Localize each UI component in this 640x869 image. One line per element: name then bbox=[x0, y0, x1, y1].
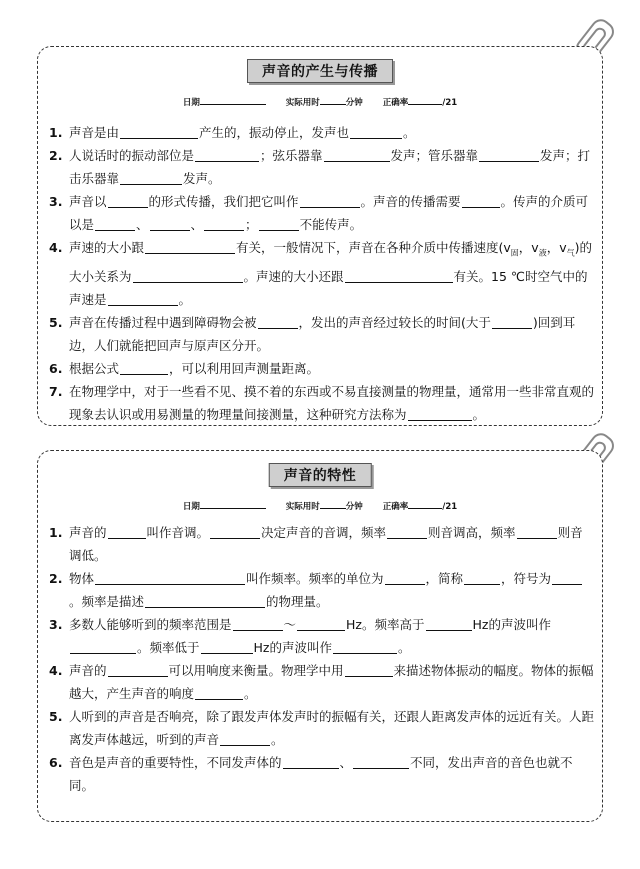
answer-blank[interactable] bbox=[258, 314, 298, 329]
answer-blank[interactable] bbox=[408, 406, 472, 421]
question-text: 。声音的传播需要 bbox=[360, 194, 461, 209]
question-number: 5. bbox=[49, 709, 63, 724]
answer-blank[interactable] bbox=[283, 754, 339, 769]
answer-blank[interactable] bbox=[353, 754, 409, 769]
question-text: ，符号为 bbox=[501, 571, 552, 586]
answer-blank[interactable] bbox=[462, 193, 500, 208]
question-text: 可以用响度来衡量。物理学中用 bbox=[168, 663, 344, 678]
answer-blank[interactable] bbox=[133, 268, 243, 283]
question-text: ； bbox=[245, 217, 258, 232]
answer-blank[interactable] bbox=[426, 616, 472, 631]
date-label: 日期 bbox=[182, 502, 200, 512]
question-text: 。 bbox=[403, 125, 416, 140]
question-text: 声音是由 bbox=[69, 125, 120, 140]
meta-row bbox=[38, 94, 602, 108]
time-blank[interactable] bbox=[320, 498, 346, 509]
question-text: 人听到的声音是否响亮，除了跟发声体发声时的振幅有关，还跟人距离发声体的远近有关。人距离发声体越远，听到的声音 bbox=[69, 709, 595, 747]
question-text: 不能传声。 bbox=[299, 217, 363, 232]
question-text: 。声速的大小还跟 bbox=[243, 268, 344, 284]
answer-blank[interactable] bbox=[297, 616, 345, 631]
question-number: 7. bbox=[49, 383, 63, 399]
section-title: 声音的产生与传播 bbox=[247, 59, 393, 83]
question-text: Hz。频率高于 bbox=[346, 617, 425, 632]
question bbox=[49, 659, 594, 705]
question-text: ，简称 bbox=[425, 571, 464, 586]
section-title: 声音的特性 bbox=[269, 463, 372, 487]
question-number: 4. bbox=[49, 240, 63, 255]
question-list bbox=[49, 121, 594, 426]
question-list bbox=[49, 521, 594, 797]
question-text: 。 bbox=[397, 640, 411, 655]
question-number: 2. bbox=[49, 148, 63, 163]
question-text: ～ bbox=[283, 617, 297, 632]
answer-blank[interactable] bbox=[492, 314, 532, 329]
answer-blank[interactable] bbox=[145, 593, 265, 608]
question bbox=[49, 190, 594, 236]
section-card-sound-production bbox=[37, 46, 603, 426]
question-text: 来描述物体振动的幅度。物体的振幅越大，产生声音的响度 bbox=[69, 663, 594, 701]
question-number: 3. bbox=[49, 617, 63, 632]
accuracy-blank[interactable] bbox=[408, 94, 442, 105]
question bbox=[49, 236, 594, 311]
question-text: 。 bbox=[178, 291, 192, 307]
time-label: 实际用时 bbox=[285, 98, 320, 108]
answer-blank[interactable] bbox=[385, 570, 425, 585]
question-number: 5. bbox=[49, 314, 63, 330]
answer-blank[interactable] bbox=[333, 639, 397, 654]
question-text: 有关。15 ℃时空气中的声速是 bbox=[69, 268, 588, 307]
question-text: 声音的 bbox=[69, 663, 107, 678]
accuracy-total: /21 bbox=[442, 98, 458, 108]
answer-blank[interactable] bbox=[464, 570, 500, 585]
answer-blank[interactable] bbox=[120, 170, 182, 185]
answer-blank[interactable] bbox=[479, 147, 539, 162]
question-text: 气 bbox=[566, 248, 575, 258]
question-text: 根据公式 bbox=[69, 360, 120, 376]
question-text: )回到耳边，人们就能把回声与原声区分开。 bbox=[69, 314, 576, 353]
section-card-sound-characteristics bbox=[37, 450, 603, 822]
answer-blank[interactable] bbox=[210, 524, 260, 539]
answer-blank[interactable] bbox=[387, 524, 427, 539]
question-text: 。 bbox=[472, 406, 486, 422]
answer-blank[interactable] bbox=[108, 524, 146, 539]
question-text: 、 bbox=[190, 217, 204, 232]
question-text: ，发出的声音经过较长的时间(大于 bbox=[298, 314, 491, 330]
accuracy-total: /21 bbox=[442, 502, 458, 512]
question-text: 声音在传播过程中遇到障碍物会被 bbox=[69, 314, 257, 330]
date-blank[interactable] bbox=[200, 94, 266, 105]
question-text: 的形式传播，我们把它叫作 bbox=[148, 194, 299, 209]
question-text: 不同，发出声音的音色也就不同。 bbox=[69, 755, 573, 793]
question bbox=[49, 144, 594, 190]
answer-blank[interactable] bbox=[350, 124, 402, 139]
question-number: 6. bbox=[49, 755, 63, 770]
answer-blank[interactable] bbox=[95, 216, 135, 231]
answer-blank[interactable] bbox=[201, 639, 253, 654]
question-text: Hz的声波叫作 bbox=[253, 640, 332, 655]
question-text: 声速的大小跟 bbox=[69, 240, 145, 255]
question-text: 。频率是描述 bbox=[69, 594, 145, 609]
question-text: )的大小关系为 bbox=[69, 240, 592, 284]
question-text: 。 bbox=[271, 732, 284, 747]
question-text: 声音的 bbox=[69, 525, 107, 540]
time-label: 实际用时 bbox=[285, 502, 320, 512]
answer-blank[interactable] bbox=[108, 662, 168, 677]
question bbox=[49, 357, 594, 380]
question bbox=[49, 751, 594, 797]
answer-blank[interactable] bbox=[108, 291, 178, 306]
question-text: 固 bbox=[510, 248, 519, 258]
question bbox=[49, 521, 594, 567]
minute-label: 分钟 bbox=[345, 98, 363, 108]
answer-blank[interactable] bbox=[517, 524, 557, 539]
question-text: 发声；打击乐器靠 bbox=[69, 148, 591, 186]
question-text: 、 bbox=[339, 755, 353, 770]
answer-blank[interactable] bbox=[345, 268, 453, 283]
question-number: 1. bbox=[49, 125, 63, 140]
question-text: 、 bbox=[136, 217, 149, 232]
answer-blank[interactable] bbox=[150, 216, 190, 231]
question-text: 的物理量。 bbox=[266, 594, 329, 609]
question-text: ，可以利用回声测量距离。 bbox=[169, 360, 320, 376]
question-text: 发声。 bbox=[183, 171, 221, 186]
time-blank[interactable] bbox=[320, 94, 346, 105]
answer-blank[interactable] bbox=[108, 193, 148, 208]
meta-row bbox=[38, 498, 602, 512]
question bbox=[49, 380, 594, 426]
answer-blank[interactable] bbox=[145, 239, 235, 254]
question-text: ，v bbox=[518, 240, 539, 255]
answer-blank[interactable] bbox=[233, 616, 283, 631]
question-number: 4. bbox=[49, 663, 63, 678]
question-number: 2. bbox=[49, 571, 63, 586]
answer-blank[interactable] bbox=[120, 124, 198, 139]
question bbox=[49, 121, 594, 144]
question-text: ；弦乐器靠 bbox=[260, 148, 323, 163]
question-text: 声音以 bbox=[69, 194, 107, 209]
accuracy-blank[interactable] bbox=[408, 498, 442, 509]
question bbox=[49, 311, 594, 357]
question-text: 。 bbox=[244, 686, 257, 701]
answer-blank[interactable] bbox=[195, 147, 259, 162]
question-text: 有关，一般情况下，声音在各种介质中传播速度(v bbox=[236, 240, 511, 255]
question-number: 3. bbox=[49, 194, 63, 209]
answer-blank[interactable] bbox=[195, 685, 243, 700]
answer-blank[interactable] bbox=[220, 731, 270, 746]
date-label: 日期 bbox=[182, 98, 200, 108]
question-number: 6. bbox=[49, 360, 63, 376]
question-text: 决定声音的音调，频率 bbox=[261, 525, 387, 540]
question-text: 物体 bbox=[69, 571, 95, 586]
question-text: 发声；管乐器靠 bbox=[390, 148, 479, 163]
question-text: ，v bbox=[546, 240, 567, 255]
question-text: 在物理学中，对于一些看不见、摸不着的东西或不易直接测量的物理量，通常用一些非常直观的现象去认识或用易测量的物理量间接测量，这种研究方法称为 bbox=[69, 383, 595, 422]
answer-blank[interactable] bbox=[300, 193, 360, 208]
answer-blank[interactable] bbox=[204, 216, 244, 231]
question-text: 则音调低。 bbox=[69, 525, 583, 563]
question-number: 1. bbox=[49, 525, 63, 540]
accuracy-label: 正确率 bbox=[382, 502, 409, 512]
question-text: 产生的，振动停止，发声也 bbox=[199, 125, 350, 140]
question-text: 多数人能够听到的频率范围是 bbox=[69, 617, 232, 632]
question-text: 。频率低于 bbox=[137, 640, 200, 655]
answer-blank[interactable] bbox=[345, 662, 393, 677]
answer-blank[interactable] bbox=[324, 147, 390, 162]
question-text: 。传声的介质可以是 bbox=[69, 194, 589, 232]
question-text: 叫作音调。 bbox=[146, 525, 210, 540]
question bbox=[49, 567, 594, 613]
answer-blank[interactable] bbox=[120, 360, 168, 375]
accuracy-label: 正确率 bbox=[382, 98, 409, 108]
question-text: 人说话时的振动部位是 bbox=[69, 148, 195, 163]
question-text: 叫作频率。频率的单位为 bbox=[246, 571, 384, 586]
question bbox=[49, 613, 594, 659]
question bbox=[49, 705, 594, 751]
answer-blank[interactable] bbox=[259, 216, 299, 231]
date-blank[interactable] bbox=[200, 498, 266, 509]
answer-blank[interactable] bbox=[552, 570, 582, 585]
question-text: 液 bbox=[538, 248, 547, 258]
question-text: Hz的声波叫作 bbox=[472, 617, 551, 632]
answer-blank[interactable] bbox=[95, 570, 245, 585]
minute-label: 分钟 bbox=[345, 502, 363, 512]
question-text: 则音调高，频率 bbox=[428, 525, 516, 540]
answer-blank[interactable] bbox=[70, 639, 136, 654]
question-text: 音色是声音的重要特性，不同发声体的 bbox=[69, 755, 282, 770]
